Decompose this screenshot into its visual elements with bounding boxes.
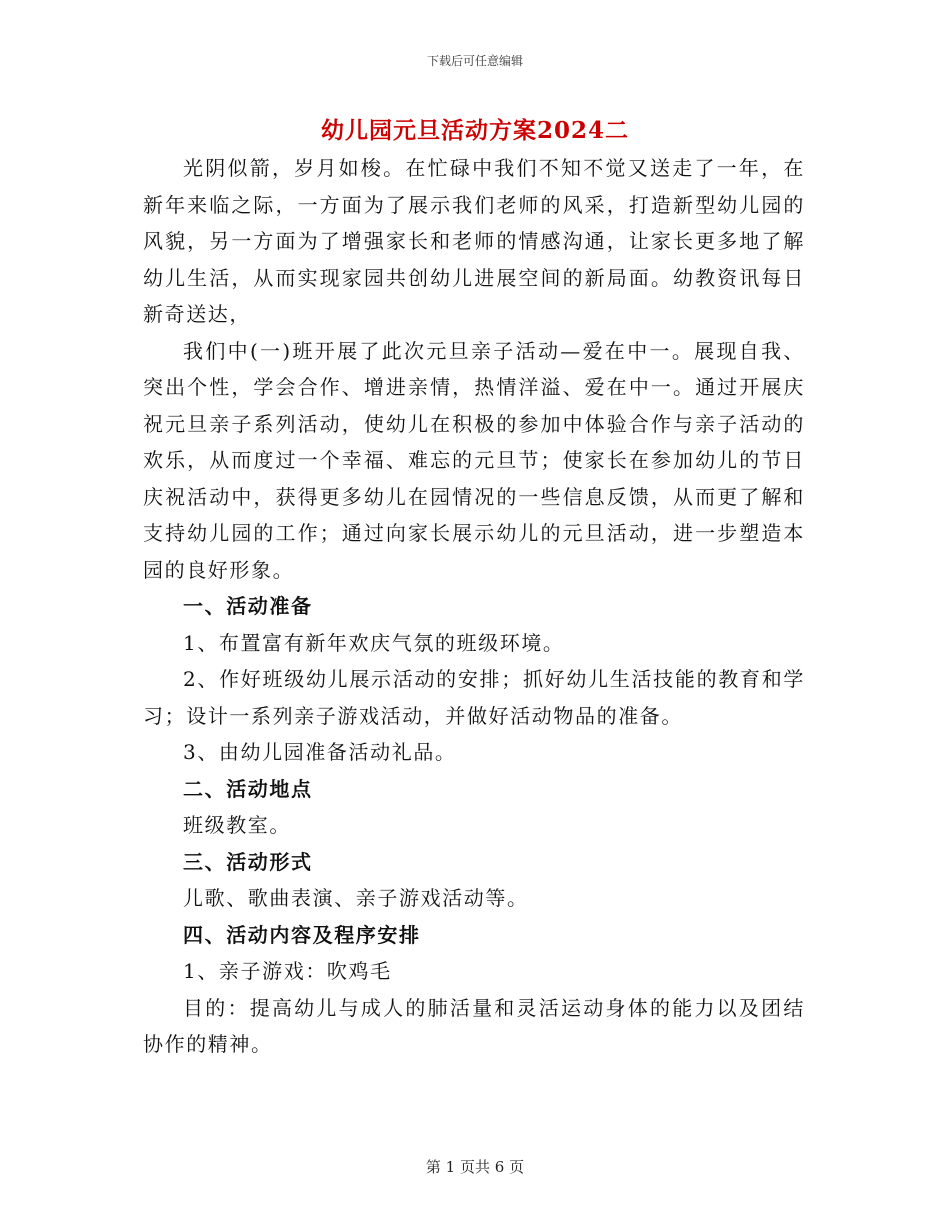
paragraph: 班级教室。	[183, 813, 291, 837]
paragraph: 儿歌、歌曲表演、亲子游戏活动等。	[183, 886, 529, 910]
document-body	[143, 150, 805, 1063]
paragraph: 2、作好班级幼儿展示活动的安排；抓好幼儿生活技能的教育和学习；设计一系列亲子游戏活动，并做好活动物品的准备。	[143, 667, 805, 728]
section-heading: 一、活动准备	[183, 594, 313, 618]
paragraph: 3、由幼儿园准备活动礼品。	[183, 740, 457, 764]
document-title: 幼儿园元旦活动方案2024二	[320, 117, 629, 144]
paragraph: 光阴似箭，岁月如梭。在忙碌中我们不知不觉又送走了一年，在新年来临之际，一方面为了展示我们老师的风采，打造新型幼儿园的风貌，另一方面为了增强家长和老师的情感沟通，让家长更多地了解幼儿生活，从而实现家园共创幼儿进展空间的新局面。幼教资讯每日新奇送达，	[143, 156, 805, 326]
header-note: 下载后可任意编辑	[426, 54, 523, 68]
paragraph: 1、亲子游戏：吹鸡毛	[183, 959, 392, 983]
page-number: 第 1 页共 6 页	[425, 1158, 525, 1176]
paragraph: 目的：提高幼儿与成人的肺活量和灵活运动身体的能力以及团结协作的精神。	[143, 995, 805, 1056]
section-heading: 四、活动内容及程序安排	[183, 922, 421, 947]
section-heading: 三、活动形式	[183, 849, 313, 874]
paragraph: 我们中(一)班开展了此次元旦亲子活动—爱在中一。展现自我、突出个性，学会合作、增进亲情，热情洋溢、爱在中一。通过开展庆祝元旦亲子系列活动，使幼儿在积极的参加中体验合作与亲子活动的欢乐，从而度过一个幸福、难忘的元旦节；使家长在参加幼儿的节日庆祝活动中，获得更多幼儿在园情况的一些信息反馈，从而更了解和支持幼儿园的工作；通过向家长展示幼儿的元旦活动，进一步塑造本园的良好形象。	[143, 338, 805, 582]
paragraph: 1、布置富有新年欢庆气氛的班级环境。	[183, 630, 565, 655]
section-heading: 二、活动地点	[183, 776, 313, 801]
